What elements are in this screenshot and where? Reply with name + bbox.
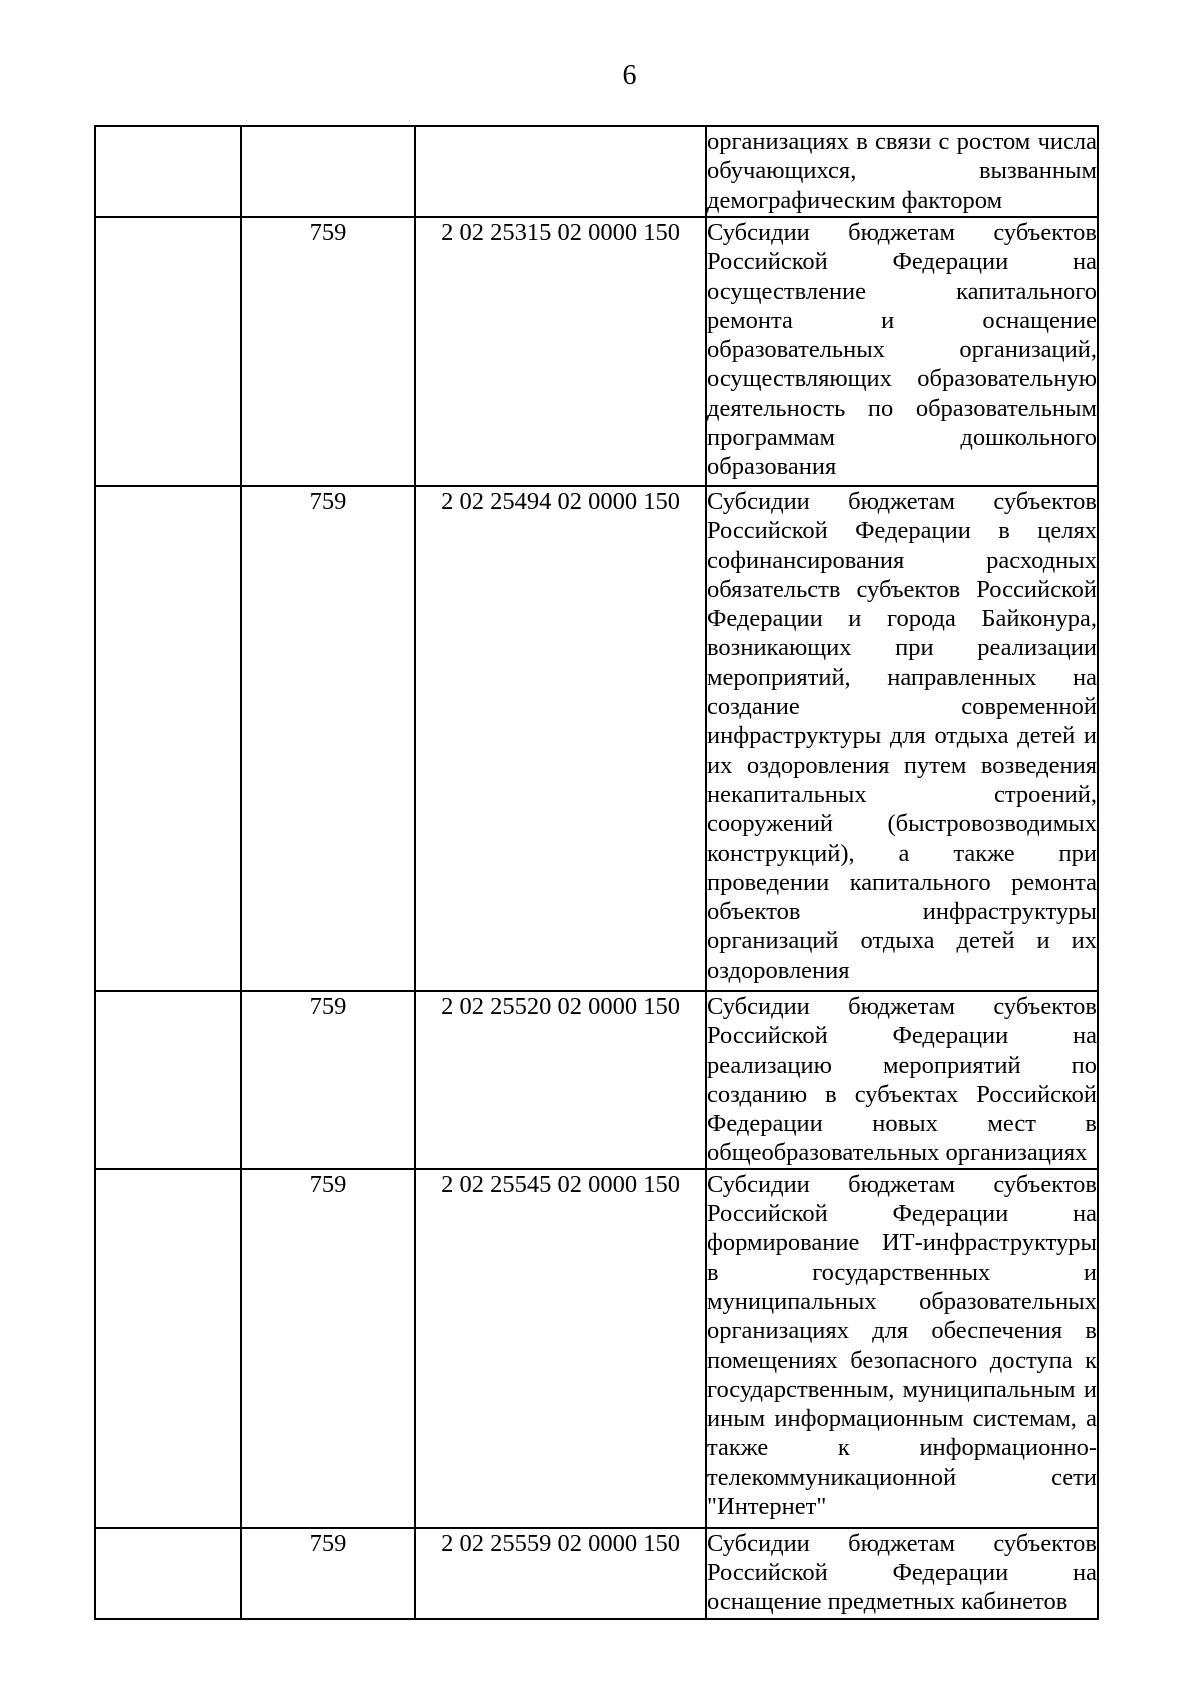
table-row <box>95 1169 1098 1528</box>
budget-code-cell: 2 02 25494 02 0000 150 <box>415 486 706 991</box>
description-text: Субсидии бюджетам субъектов Российской Федерации на реализацию мероприятий по созданию в субъектах Российской Федерации новых мест в общеобразовательных организациях <box>707 993 1097 1167</box>
table-row-continuation <box>95 126 1098 217</box>
description-cell <box>706 486 1098 991</box>
table-cell-empty <box>95 486 241 991</box>
description-text: Субсидии бюджетам субъектов Российской Федерации в целях софинансирования расходных обязательств субъектов Российской Федерации и города Байконура, возникающих при реализации мероприятий, направленных на создание современной инфраструктуры для отдыха детей и их оздоровления путем возведения некапитальных строений, сооружений (быстровозводимых конструкций), а также при проведении капитального ремонта объектов инфраструктуры организаций отдыха детей и их оздоровления <box>707 488 1097 984</box>
description-text: Субсидии бюджетам субъектов Российской Федерации на формирование ИТ-инфраструктуры в государственных и муниципальных образовательных организациях для обеспечения в помещениях безопасного доступа к государственным, муниципальным и иным информационным системам, а также к информационно-телекоммуникационной сети "Интернет" <box>707 1170 1097 1521</box>
description-cell <box>706 1528 1098 1619</box>
description-text: Субсидии бюджетам субъектов Российской Федерации на оснащение предметных кабинетов <box>707 1529 1097 1616</box>
table-row <box>95 217 1098 486</box>
description-cell <box>706 126 1098 217</box>
table-cell-empty <box>95 1528 241 1619</box>
admin-code-cell: 759 <box>241 991 415 1169</box>
budget-codes-table <box>94 125 1099 1620</box>
description-text: Субсидии бюджетам субъектов Российской Федерации на осуществление капитального ремонта и оснащение образовательных организаций, осуществляющих образовательную деятельность по образовательным программам дошкольного образования <box>707 219 1097 481</box>
table-cell-empty <box>95 991 241 1169</box>
budget-code-cell: 2 02 25545 02 0000 150 <box>415 1169 706 1528</box>
admin-code-cell: 759 <box>241 1528 415 1619</box>
description-cell <box>706 217 1098 486</box>
admin-code-cell <box>241 126 415 217</box>
table-row <box>95 1528 1098 1619</box>
budget-code-cell <box>415 126 706 217</box>
description-cell <box>706 991 1098 1169</box>
budget-code-cell: 2 02 25559 02 0000 150 <box>415 1528 706 1619</box>
table-cell-empty <box>95 126 241 217</box>
admin-code-cell: 759 <box>241 486 415 991</box>
table-cell-empty <box>95 217 241 486</box>
page-number: 6 <box>622 60 637 91</box>
budget-code-cell: 2 02 25315 02 0000 150 <box>415 217 706 486</box>
budget-code-cell: 2 02 25520 02 0000 150 <box>415 991 706 1169</box>
description-text: организациях в связи с ростом числа обучающихся, вызванным демографическим фактором <box>707 128 1097 214</box>
table-cell-empty <box>95 1169 241 1528</box>
description-cell <box>706 1169 1098 1528</box>
admin-code-cell: 759 <box>241 1169 415 1528</box>
admin-code-cell: 759 <box>241 217 415 486</box>
table-row <box>95 486 1098 991</box>
table-row <box>95 991 1098 1169</box>
